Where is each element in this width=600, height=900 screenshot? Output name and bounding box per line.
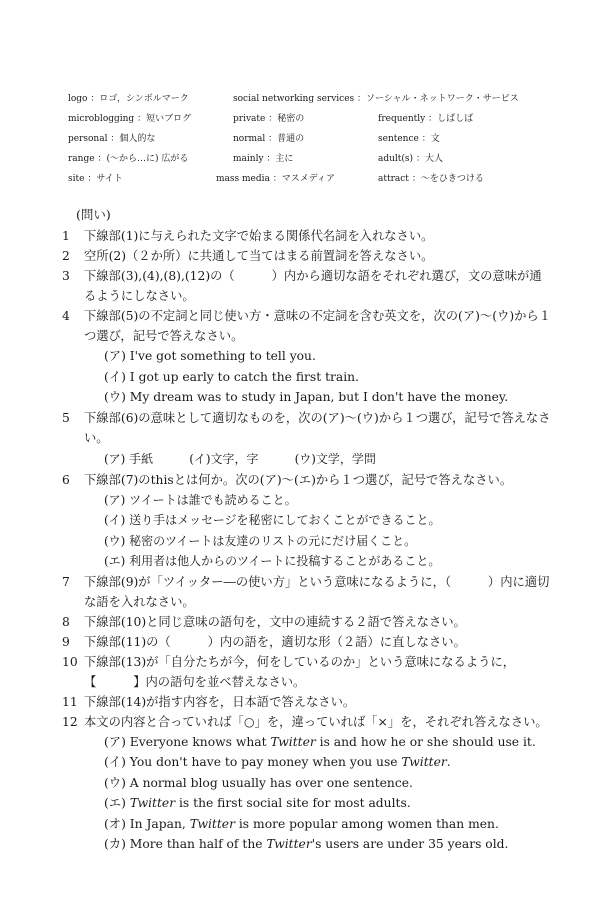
glossary-row [68, 113, 548, 133]
glossary-entry: range ：(～から…に) 広がる [68, 154, 189, 164]
glossary-row [68, 93, 548, 113]
option-a: (ア) Everyone knows what Twitter is and how he or she should use it. [104, 734, 536, 749]
question-text: 下線部(11)の（ ）内の語を，適切な形（２語）に直しなさい。 [84, 634, 466, 649]
question-number: 7 [62, 574, 70, 589]
option-i: (イ) 送り手はメッセージを秘密にしておくことができること。 [104, 513, 441, 527]
glossary-entry: logo ：ロゴ，シンボルマーク [68, 94, 189, 104]
question-text: 下線部(5)の不定詞と同じ使い方・意味の不定詞を含む英文を，次の(ア)～(ウ)から１つ選び，記号で答えなさい。 [84, 309, 552, 343]
glossary-entry: private ：秘密の [233, 114, 305, 124]
option-e: (エ) Twitter is the first social site for most adults. [104, 796, 411, 810]
option-u: (ウ) 秘密のツイートは友達のリストの元にだけ届くこと。 [104, 533, 417, 548]
question-11 [62, 692, 552, 712]
question-10 [62, 652, 552, 692]
glossary-entry: site ：サイト [68, 174, 123, 184]
glossary-row [68, 153, 548, 173]
glossary-entry: mainly ：主に [233, 154, 294, 164]
option-i: (イ) You don't have to pay money when you use Twitter. [104, 755, 451, 769]
glossary-entry: attract ：～をひきつける [378, 174, 484, 184]
glossary-entry: social networking services ：ソーシャル・ネットワーク・サービス [233, 94, 519, 104]
option-row [62, 448, 552, 470]
question-number: 2 [62, 249, 70, 263]
question-3 [62, 266, 552, 306]
question-2 [62, 246, 552, 266]
option-i: (イ)文字，字 [189, 451, 259, 466]
option-a: (ア) 手紙 [104, 451, 154, 466]
question-1 [62, 226, 552, 246]
question-8 [62, 612, 552, 632]
question-6 [62, 470, 552, 490]
option-u: (ウ) A normal blog usually has over one sentence. [104, 775, 413, 790]
questions-heading: (問い) [76, 207, 111, 222]
question-number: 8 [62, 614, 70, 629]
question-text: 下線部(1)に与えられた文字で始まる関係代名詞を入れなさい。 [84, 229, 434, 243]
option-a: (ア) ツイートは誰でも読めること。 [104, 492, 297, 507]
option-e: (エ) 利用者は他人からのツイートに投稿することがあること。 [104, 554, 441, 568]
glossary-entry: sentence ：文 [378, 134, 440, 144]
question-text: 下線部(10)と同じ意味の語句を，文中の連続する２語で答えなさい。 [84, 614, 466, 629]
question-text: 本文の内容と合っていれば「○」を，違っていれば「×」を，それぞれ答えなさい。 [84, 714, 548, 729]
question-number: 12 [62, 714, 78, 729]
option-ka: (カ) More than half of the Twitter's users are under 35 years old. [104, 837, 509, 851]
question-number: 6 [62, 472, 70, 487]
question-text: 下線部(14)が指す内容を，日本語で答えなさい。 [84, 694, 356, 709]
question-number: 4 [62, 309, 70, 323]
option-u: (ウ)文学，学問 [294, 451, 376, 466]
glossary-entry: personal ：個人的な [68, 134, 156, 144]
glossary [68, 93, 548, 193]
option-o: (オ) In Japan, Twitter is more popular among women than men. [104, 816, 499, 831]
question-number: 3 [62, 269, 70, 283]
question-number: 9 [62, 634, 70, 649]
question-7 [62, 572, 552, 612]
question-9 [62, 632, 552, 652]
questions-section [62, 205, 552, 855]
question-4 [62, 306, 552, 346]
question-text: 下線部(13)が「自分たちが今，何をしているのか」という意味になるように，【 】内の語句を並べ替えなさい。 [84, 654, 516, 689]
glossary-row [68, 133, 548, 153]
glossary-entry: mass media ：マスメディア [216, 174, 336, 184]
glossary-entry: microblogging ：短いブログ [68, 114, 192, 124]
question-text: 下線部(6)の意味として適切なものを，次の(ア)～(ウ)から１つ選び，記号で答えなさい。 [84, 410, 551, 445]
question-text: 下線部(3),(4),(8),(12)の（ ）内から適切な語をそれぞれ選び，文の意味が通るようにしなさい。 [84, 269, 542, 303]
question-number: 5 [62, 410, 70, 425]
question-number: 10 [62, 654, 78, 669]
question-text: 下線部(9)が「ツイッター―の使い方」という意味になるように，（ ）内に適切な語を入れなさい。 [84, 574, 550, 609]
glossary-entry: frequently ：しばしば [378, 114, 474, 124]
question-text: 下線部(7)のthisとは何か。次の(ア)～(エ)から１つ選び，記号で答えなさい。 [84, 472, 513, 487]
question-number: 11 [62, 694, 78, 709]
option-a: (ア) I've got something to tell you. [104, 349, 316, 363]
question-number: 1 [62, 229, 70, 243]
question-5 [62, 408, 552, 448]
question-12 [62, 712, 552, 732]
option-u: (ウ) My dream was to study in Japan, but I don't have the money. [104, 390, 509, 404]
option-i: (イ) I got up early to catch the first train. [104, 369, 359, 384]
glossary-row [68, 173, 548, 193]
question-text: 空所(2)（２か所）に共通して当てはまる前置詞を答えなさい。 [84, 249, 434, 263]
glossary-entry: normal ：普通の [233, 134, 305, 144]
glossary-entry: adult(s) ：大人 [378, 154, 443, 164]
